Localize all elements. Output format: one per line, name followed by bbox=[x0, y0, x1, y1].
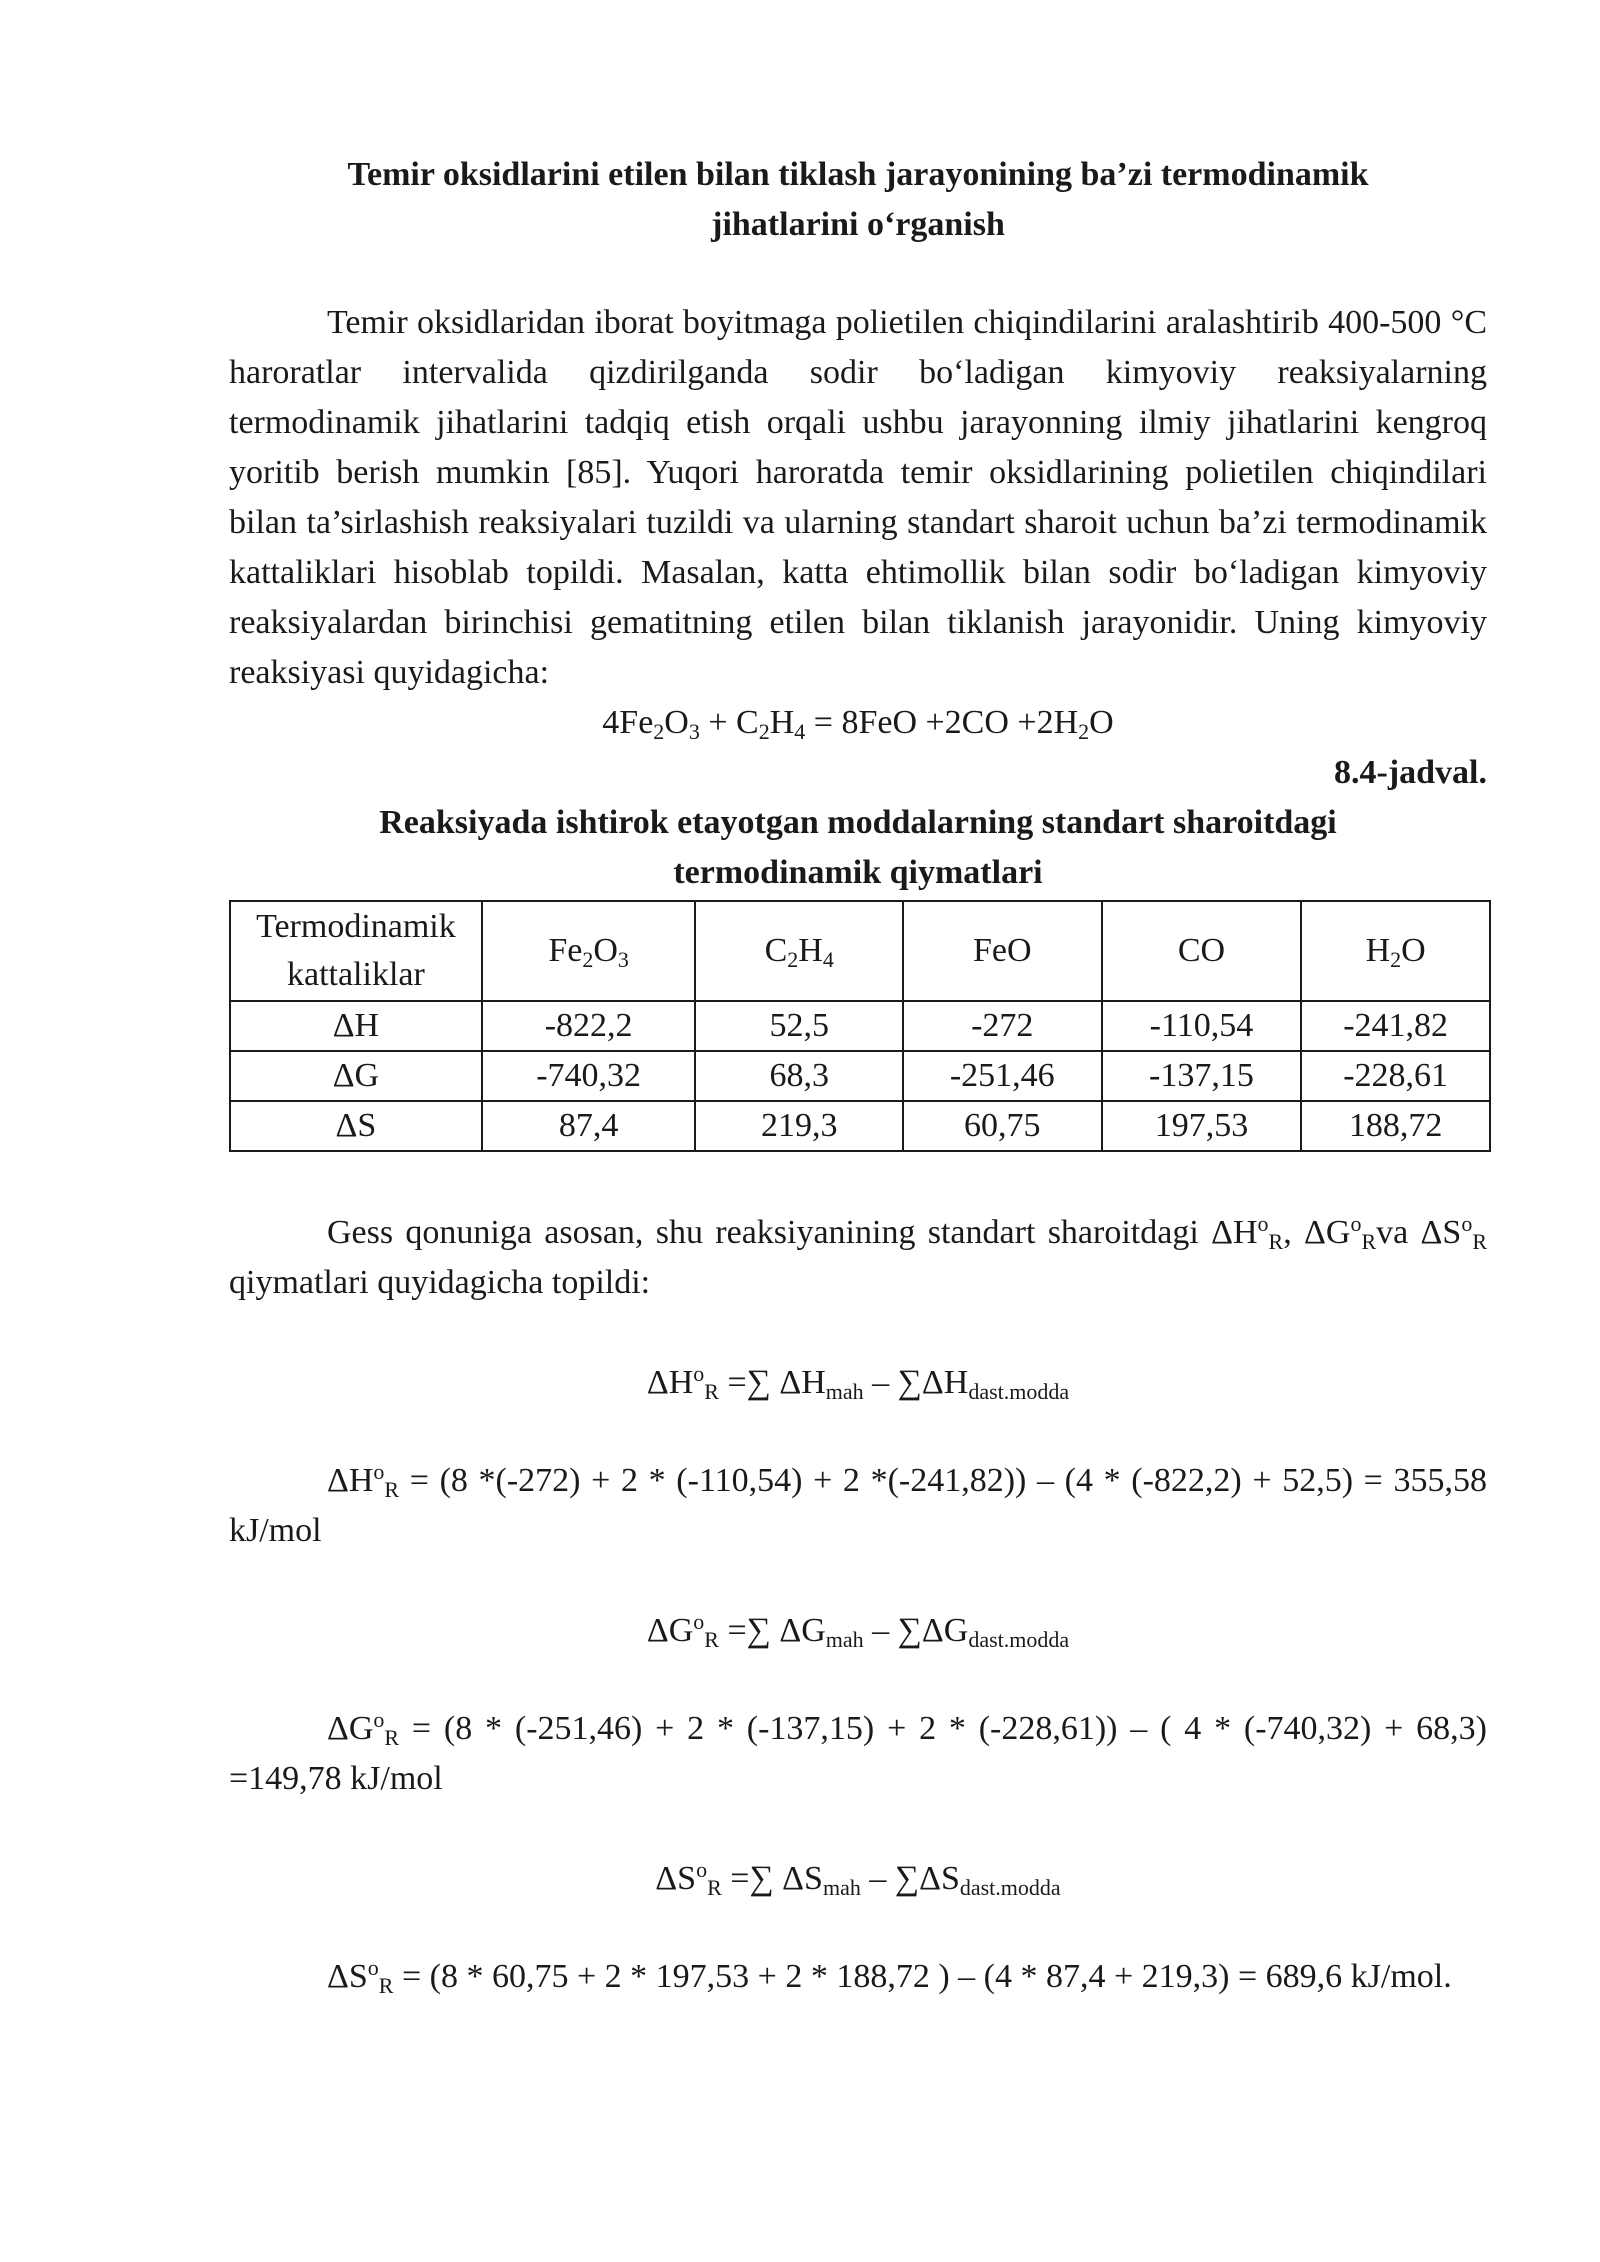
header-cell: CO bbox=[1102, 901, 1302, 1001]
table-cell: 60,75 bbox=[903, 1101, 1102, 1151]
table-row bbox=[230, 1001, 1490, 1051]
table-cell: -740,32 bbox=[482, 1051, 696, 1101]
table-caption-line-1: Reaksiyada ishtirok etayotgan moddalarning standart sharoitdagi bbox=[379, 804, 1337, 841]
thermodynamic-table bbox=[229, 900, 1491, 1152]
row-label: ΔH bbox=[230, 1001, 482, 1051]
table-cell: 197,53 bbox=[1102, 1101, 1302, 1151]
table-row bbox=[230, 1051, 1490, 1101]
table-row bbox=[230, 1101, 1490, 1151]
table-cell: 219,3 bbox=[695, 1101, 903, 1151]
table-cell: 87,4 bbox=[482, 1101, 696, 1151]
calc-entropy: $\Delta S^o_R = (8 * 60,75 + 2 * 197,53 + 2 * 188,72$ ) – (4 * 87,4 + 219,3) = 689,6 kJ/mol. bbox=[327, 1955, 1452, 1998]
formula-entropy: $\Delta S^o_R$ =∑ $\Delta S_{mah} - \sum\Delta S_{dast.modda}$ bbox=[655, 1857, 1061, 1900]
header-cell: $H_2O$ bbox=[1301, 901, 1490, 1001]
title-line-2: jihatlarini o‘rganish bbox=[711, 206, 1005, 243]
table-cell: -241,82 bbox=[1301, 1001, 1490, 1051]
table-caption bbox=[229, 798, 1487, 898]
row-label: ΔS bbox=[230, 1101, 482, 1151]
table-number: 8.4-jadval. bbox=[1334, 754, 1487, 791]
header-cell: $Fe_2O_3$ bbox=[482, 901, 696, 1001]
intro-paragraph: Temir oksidlaridan iborat boyitmaga polietilen chiqindilarini aralashtirib 400-500 °C haroratlar intervalida qizdirilganda sodir bo‘ladigan kimyoviy reaksiyalarning termodinamik jihatlarini tadqiq etish orqali ushbu jarayonning ilmiy jihatlarini kengroq yoritib berish mumkin [85]. Yuqori haroratda temir oksidlarining polietilen chiqindilari bilan ta’sirlashish reaksiyalari tuzildi va ularning standart sharoit uchun ba’zi termodinamik kattaliklari hisoblab topildi. Masalan, katta ehtimollik bilan sodir bo‘ladigan kimyoviy reaksiyalardan birinchisi gematitning etilen bilan tiklanish jarayonidir. Uning kimyoviy reaksiyasi quyidagicha: bbox=[229, 304, 1487, 691]
table-cell: -110,54 bbox=[1102, 1001, 1302, 1051]
reaction-equation: $4Fe_2O_3 + C_2H_4 = 8FeO +2CO +2H_2O$ bbox=[602, 704, 1114, 744]
calc-gibbs: $\Delta G^o_R = (8 * (-251,46) + 2 * (-137,15) + 2 * (-228,61))$ – ( 4 * (-740,32) + 68,3) =149,78 kJ/mol bbox=[229, 1707, 1487, 1797]
header-label-cell: Termodinamik kattaliklar bbox=[230, 901, 482, 1001]
section-title bbox=[229, 150, 1487, 250]
title-line-1: Temir oksidlarini etilen bilan tiklash jarayonining ba’zi termodinamik bbox=[347, 156, 1369, 193]
header-cell: $C_2H_4$ bbox=[695, 901, 903, 1001]
table-caption-line-2: termodinamik qiymatlari bbox=[673, 854, 1043, 891]
gess-paragraph: Gess qonuniga asosan, shu reaksiyanining standart sharoitdagi $\Delta H^o_R$, $\Delta G^o_Rva$ $\Delta S^o_R$ qiymatlari quyidagicha topildi: bbox=[229, 1211, 1488, 1301]
document-content bbox=[229, 150, 1487, 2002]
header-cell: FeO bbox=[903, 901, 1102, 1001]
table-cell: 188,72 bbox=[1301, 1101, 1490, 1151]
table-cell: -822,2 bbox=[482, 1001, 696, 1051]
table-cell: -228,61 bbox=[1301, 1051, 1490, 1101]
table-cell: -137,15 bbox=[1102, 1051, 1302, 1101]
formula-gibbs: $\Delta G^o_R$ =∑ $\Delta G_{mah} - \sum\Delta G_{dast.modda}$ bbox=[646, 1609, 1070, 1652]
table-cell: -251,46 bbox=[903, 1051, 1102, 1101]
row-label: ΔG bbox=[230, 1051, 482, 1101]
calc-enthalpy: $\Delta H^o_R = (8$ *(-272) + 2 * (-110,54) + 2 *(-241,82)) – (4 * (-822,2) + 52,5) = 355,58 kJ/mol bbox=[229, 1459, 1487, 1549]
formula-enthalpy: $\Delta H^o_R$ =∑ $\Delta H_{mah} - \sum\Delta H_{dast.modda}$ bbox=[646, 1361, 1070, 1404]
table-cell: -272 bbox=[903, 1001, 1102, 1051]
table-header-row bbox=[230, 901, 1490, 1001]
table-cell: 68,3 bbox=[695, 1051, 903, 1101]
table-cell: 52,5 bbox=[695, 1001, 903, 1051]
